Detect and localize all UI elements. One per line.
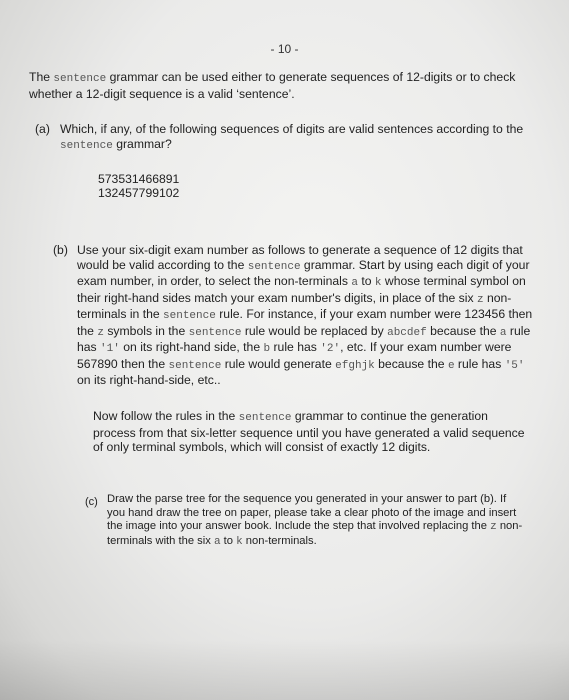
- code-e: e: [447, 359, 455, 372]
- question-b-text: [77, 243, 533, 388]
- code-sentence: sentence: [188, 326, 242, 339]
- question-b-part: non-terminals in the: [77, 290, 512, 321]
- question-b-part: symbols in the: [103, 323, 189, 338]
- code-sentence: sentence: [53, 73, 107, 85]
- question-c-label: (c): [85, 496, 98, 508]
- question-c-part: Draw the parse tree for the sequence you generated in your answer to part (b). If you hand draw the tree on paper, please take a clear photo of the image and insert the image into your answer book. Include the step that involved replacing the: [107, 493, 517, 532]
- code-a: a: [213, 535, 221, 548]
- code-sentence: sentence: [238, 412, 292, 424]
- question-a-label: (a): [35, 122, 50, 136]
- question-b-part: on its right-hand-side, etc..: [77, 373, 221, 387]
- code-k: k: [236, 535, 243, 548]
- question-b-part: rule has: [454, 356, 505, 371]
- followup-part: grammar to continue the generation process from that six-letter sequence until you have generated a valid sequence of only terminal symbols, which will consist of exactly 12 digits.: [93, 409, 525, 454]
- code-five: '5': [504, 359, 525, 372]
- followup-part: Now follow the rules in the: [93, 409, 239, 423]
- question-b-part: rule has: [77, 323, 531, 354]
- intro-paragraph: [29, 70, 549, 101]
- code-a: a: [499, 326, 507, 339]
- code-a: a: [351, 277, 358, 289]
- code-sentence: sentence: [163, 310, 216, 322]
- code-sentence: sentence: [247, 260, 301, 273]
- page-shadow: [0, 640, 569, 700]
- code-efghjk: efghjk: [335, 359, 375, 372]
- page-number: - 10 -: [270, 42, 299, 56]
- code-two: '2': [320, 343, 341, 355]
- question-a-part: Which, if any, of the following sequences of digits are valid sentences according to the: [60, 122, 524, 136]
- question-a-part: grammar?: [112, 136, 172, 151]
- code-abcdef: abcdef: [387, 326, 427, 339]
- question-b-part: rule would generate: [221, 356, 336, 371]
- code-sentence: sentence: [168, 359, 222, 372]
- question-b-part: on its right-hand side, the: [119, 340, 264, 354]
- question-b-part: rule would be replaced by: [241, 323, 388, 338]
- question-b-part: whose terminal symbol on their right-hand sides match your exam number's digits, in place of the six: [77, 274, 526, 305]
- question-c-part: to: [220, 534, 237, 547]
- code-b: b: [263, 343, 271, 355]
- question-c-text: [107, 493, 527, 549]
- intro-text: grammar can be used either to generate sequences of 12-digits or to check whether a 12-digit sequence is a valid ‘sentence’.: [29, 70, 516, 101]
- sequence-2: 132457799102: [98, 186, 180, 200]
- question-b-part: , etc. If your exam number were 567890 then the: [77, 340, 512, 371]
- code-one: '1': [100, 343, 120, 355]
- question-b-part: to: [357, 274, 375, 288]
- question-b-part: because the: [426, 323, 500, 338]
- question-b-label: (b): [53, 243, 68, 257]
- code-z: z: [476, 293, 484, 306]
- intro-text: The: [29, 70, 54, 84]
- question-b-part: rule has: [270, 340, 321, 354]
- question-b-followup: [93, 409, 529, 455]
- question-b-part: Use your six-digit exam number as follows to generate a sequence of 12 digits that would be valid according to the: [77, 243, 523, 272]
- question-a-text: [60, 122, 540, 153]
- code-k: k: [374, 277, 382, 289]
- sequence-1: 573531466891: [98, 172, 180, 186]
- question-c-part: non-terminals with the six: [107, 520, 523, 547]
- code-z: z: [490, 521, 497, 533]
- question-b-part: rule. For instance, if your exam number were 123456 then the: [77, 307, 533, 338]
- code-z: z: [97, 326, 104, 339]
- question-c-part: non-terminals.: [242, 534, 317, 547]
- code-sentence: sentence: [60, 139, 113, 152]
- question-b-part: because the: [374, 356, 448, 371]
- question-b-part: grammar. Start by using each digit of your exam number, in order, to select the non-terminals: [77, 257, 530, 288]
